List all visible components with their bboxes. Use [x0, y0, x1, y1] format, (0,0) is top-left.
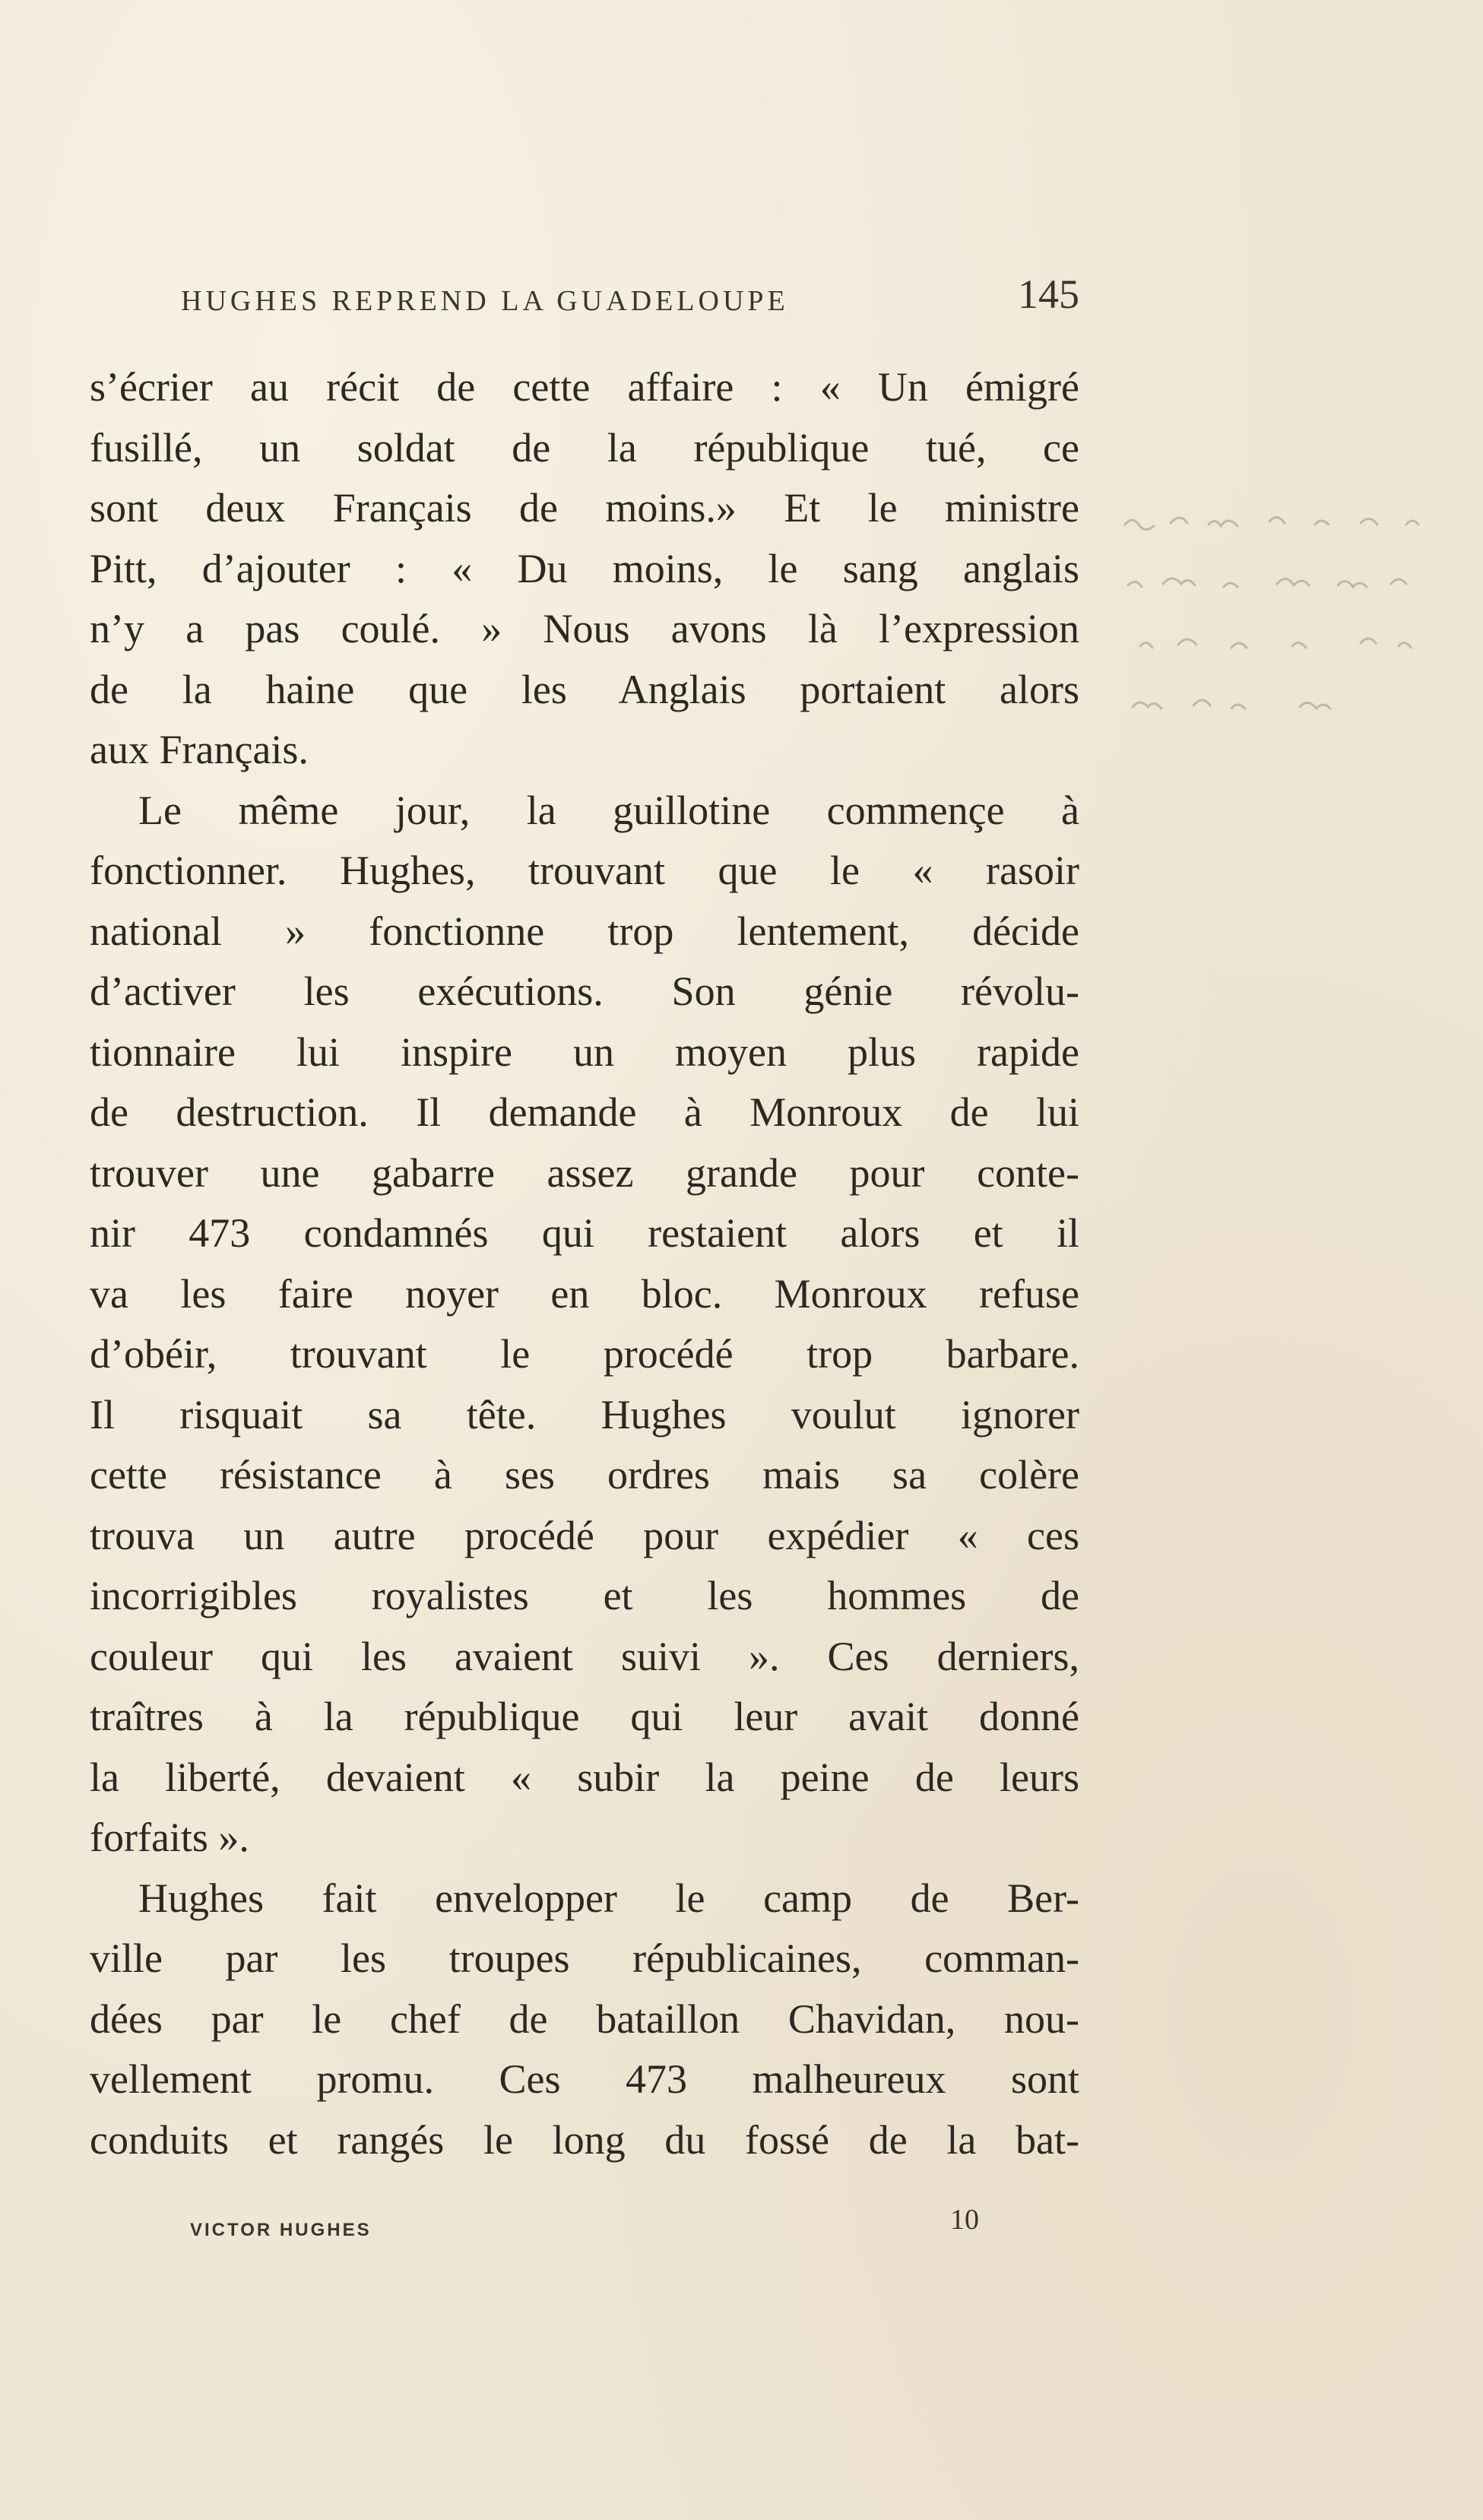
running-title: HUGHES REPREND LA GUADELOUPE	[181, 285, 789, 317]
text-line: dées par le chef de bataillon Chavidan, nou-	[90, 1995, 1079, 2042]
text-line: vellement promu. Ces 473 malheureux sont	[90, 2056, 1079, 2102]
text-line: de destruction. Il demande à Monroux de lui	[90, 1089, 1079, 1135]
text-line: incorrigibles royalistes et les hommes de	[90, 1573, 1079, 1618]
text-line: traîtres à la république qui leur avait donné	[90, 1694, 1079, 1739]
body-text	[90, 357, 1079, 2170]
text-line: fusillé, un soldat de la république tué, ce	[90, 424, 1079, 471]
text-line: d’obéir, trouvant le procédé trop barbare.	[90, 1331, 1079, 1377]
text-line: sont deux Français de moins.» Et le ministre	[90, 485, 1079, 531]
signature-mark: VICTOR HUGHES	[190, 2220, 372, 2240]
text-line: n’y a pas coulé. » Nous avons là l’expression	[90, 606, 1079, 651]
text-line: trouver une gabarre assez grande pour conte-	[90, 1149, 1079, 1196]
show-through-ink	[1110, 502, 1429, 775]
text-line: national » fonctionne trop lentement, décide	[90, 908, 1079, 954]
text-line: Pitt, d’ajouter : « Du moins, le sang anglais	[90, 545, 1079, 591]
text-line: couleur qui les avaient suivi ». Ces derniers,	[90, 1633, 1079, 1679]
text-line: Il risquait sa tête. Hughes voulut ignorer	[90, 1391, 1079, 1438]
text-line: forfaits ».	[90, 1815, 249, 1860]
text-line: s’écrier au récit de cette affaire : « Un émigré	[90, 364, 1079, 410]
page-number: 145	[1018, 271, 1079, 317]
text-line: Hughes fait envelopper le camp de Ber-	[138, 1875, 1079, 1921]
text-line: cette résistance à ses ordres mais sa colère	[90, 1452, 1079, 1498]
signature-footer	[190, 2203, 988, 2249]
text-line: ville par les troupes républicaines, comman-	[90, 1935, 1079, 1981]
text-line: Le même jour, la guillotine commençe à	[138, 787, 1079, 833]
text-line: de la haine que les Anglais portaient alors	[90, 666, 1079, 712]
text-line: conduits et rangés le long du fossé de la bat-	[90, 2116, 1079, 2163]
text-line: aux Français.	[90, 727, 309, 772]
text-line: nir 473 condamnés qui restaient alors et il	[90, 1210, 1079, 1256]
text-line: la liberté, devaient « subir la peine de leurs	[90, 1754, 1079, 1800]
running-head	[181, 271, 1079, 331]
text-line: va les faire noyer en bloc. Monroux refuse	[90, 1270, 1079, 1317]
text-line: tionnaire lui inspire un moyen plus rapide	[90, 1029, 1079, 1075]
text-line: d’activer les exécutions. Son génie révolu-	[90, 968, 1079, 1014]
sheet-number: 10	[950, 2204, 979, 2236]
text-line: trouva un autre procédé pour expédier « ces	[90, 1512, 1079, 1558]
text-line: fonctionner. Hughes, trouvant que le « rasoir	[90, 848, 1079, 893]
